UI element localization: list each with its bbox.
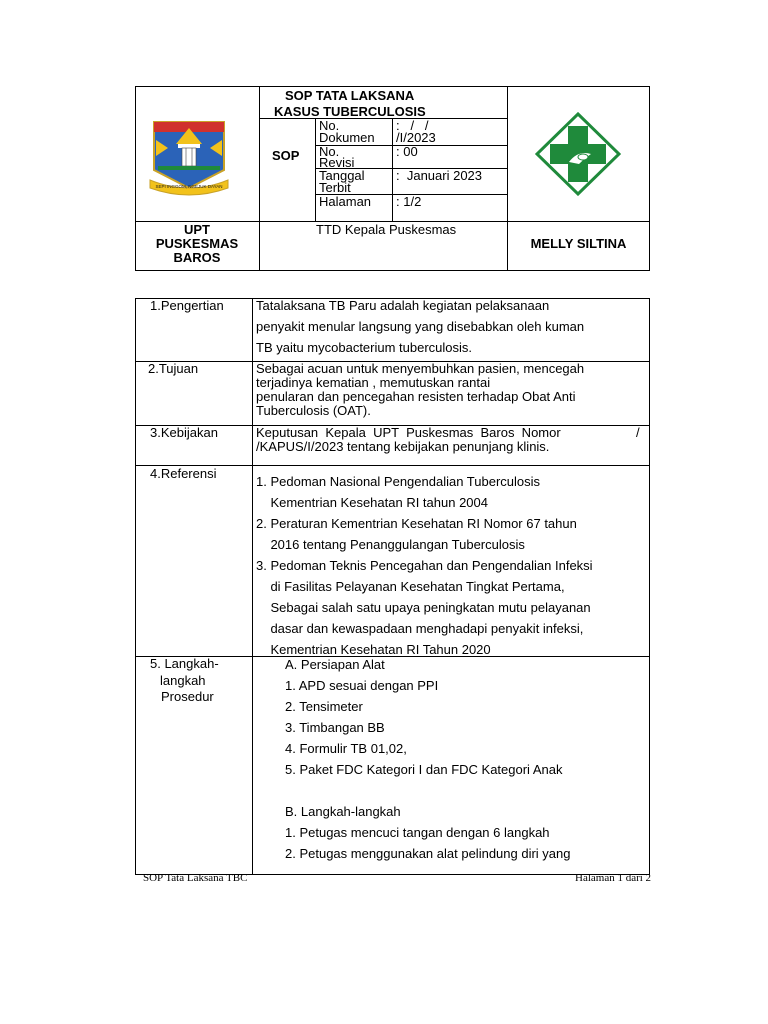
tujuan-line: Tuberculosis (OAT). xyxy=(256,403,371,418)
langkah-line: 1. APD sesuai dengan PPI xyxy=(285,678,439,693)
langkah-line: B. Langkah-langkah xyxy=(285,804,401,819)
meta-label-tanggal-terbit: Terbit xyxy=(319,180,351,195)
meta-label-no-dokumen: No. xyxy=(319,118,340,133)
langkah-line: 4. Formulir TB 01,02, xyxy=(285,741,407,756)
meta-label-halaman: Halaman xyxy=(319,194,372,209)
sop-label: SOP xyxy=(272,148,300,163)
referensi-line: Kementrian Kesehatan RI tahun 2004 xyxy=(256,495,488,510)
referensi-line: 2016 tentang Penanggulangan Tuberculosis xyxy=(256,537,525,552)
meta-label-tanggal-terbit: Tanggal xyxy=(319,168,365,183)
langkah-line: 1. Petugas mencuci tangan dengan 6 langkah xyxy=(285,825,550,840)
divider xyxy=(252,298,253,875)
tujuan-line: penularan dan pencegahan resisten terhadap Obat Anti xyxy=(256,389,576,404)
langkah-line: 3. Timbangan BB xyxy=(285,720,385,735)
tujuan-line: Sebagai acuan untuk menyembuhkan pasien, mencegah xyxy=(256,361,585,376)
meta-label-no-revisi: No. xyxy=(319,144,340,159)
meta-value-halaman: : 1/2 xyxy=(396,194,422,209)
kebijakan-line: / xyxy=(636,425,640,440)
signature-caption: TTD Kepala Puskesmas xyxy=(316,222,457,237)
meta-value-no-revisi: : 00 xyxy=(396,144,418,159)
referensi-line: 1. Pedoman Nasional Pengendalian Tuberculosis xyxy=(256,474,541,489)
footer-document-name: SOP Tata Laksana TBC xyxy=(143,872,248,884)
kebijakan-line: Keputusan Kepala UPT Puskesmas Baros Nomor xyxy=(256,425,561,440)
doc-title-line1: SOP TATA LAKSANA xyxy=(285,88,415,103)
signer-name: MELLY SILTINA xyxy=(530,236,627,251)
referensi-line: Sebagai salah satu upaya peningkatan mutu pelayanan xyxy=(256,600,591,615)
section-label-kebijakan: 3.Kebijakan xyxy=(150,425,218,440)
referensi-line: di Fasilitas Pelayanan Kesehatan Tingkat Pertama, xyxy=(256,579,565,594)
divider xyxy=(392,118,393,221)
langkah-line: A. Persiapan Alat xyxy=(285,657,385,672)
section-label-tujuan: 2.Tujuan xyxy=(148,361,199,376)
unit-name-line3: BAROS xyxy=(173,250,221,265)
langkah-line: 2. Tensimeter xyxy=(285,699,363,714)
pengertian-line: penyakit menular langsung yang disebabkan oleh kuman xyxy=(256,319,585,334)
tujuan-line: terjadinya kematian , memutuskan rantai xyxy=(256,375,491,390)
section-label-langkah: langkah xyxy=(160,673,206,688)
section-label-pengertian: 1.Pengertian xyxy=(150,298,224,313)
regional-emblem-logo xyxy=(148,118,230,198)
footer-page-number: Halaman 1 dari 2 xyxy=(575,872,652,884)
meta-value-no-dokumen: /I/2023 xyxy=(396,130,436,145)
section-label-langkah: Prosedur xyxy=(161,689,214,704)
unit-name-line1: UPT xyxy=(184,222,210,237)
meta-label-no-dokumen: Dokumen xyxy=(319,130,375,145)
pengertian-line: Tatalaksana TB Paru adalah kegiatan pelaksanaan xyxy=(256,298,550,313)
emblem-motto: SEPI INGGOM, NGEJUK DAYAN xyxy=(155,184,223,189)
puskesmas-logo xyxy=(535,112,621,196)
meta-value-no-dokumen: : / / xyxy=(396,118,429,133)
section-label-langkah: 5. Langkah- xyxy=(150,656,219,671)
langkah-line: 2. Petugas menggunakan alat pelindung diri yang xyxy=(285,846,571,861)
referensi-line: 2. Peraturan Kementrian Kesehatan RI Nomor 67 tahun xyxy=(256,516,577,531)
section-label-referensi: 4.Referensi xyxy=(150,466,217,481)
referensi-line: dasar dan kewaspadaan menghadapi penyakit infeksi, xyxy=(256,621,584,636)
doc-title-line2: KASUS TUBERCULOSIS xyxy=(274,104,426,119)
divider xyxy=(259,86,260,271)
meta-label-no-revisi: Revisi xyxy=(319,155,355,170)
unit-name-line2: PUSKESMAS xyxy=(155,236,239,251)
referensi-line: 3. Pedoman Teknis Pencegahan dan Pengendalian Infeksi xyxy=(256,558,593,573)
pengertian-line: TB yaitu mycobacterium tuberculosis. xyxy=(256,340,473,355)
divider xyxy=(315,118,316,221)
referensi-line: Kementrian Kesehatan RI Tahun 2020 xyxy=(256,642,491,657)
meta-value-tanggal-terbit: : Januari 2023 xyxy=(396,168,483,183)
langkah-line: 5. Paket FDC Kategori I dan FDC Kategori Anak xyxy=(285,762,563,777)
kebijakan-line: /KAPUS/I/2023 tentang kebijakan penunjang klinis. xyxy=(256,439,550,454)
